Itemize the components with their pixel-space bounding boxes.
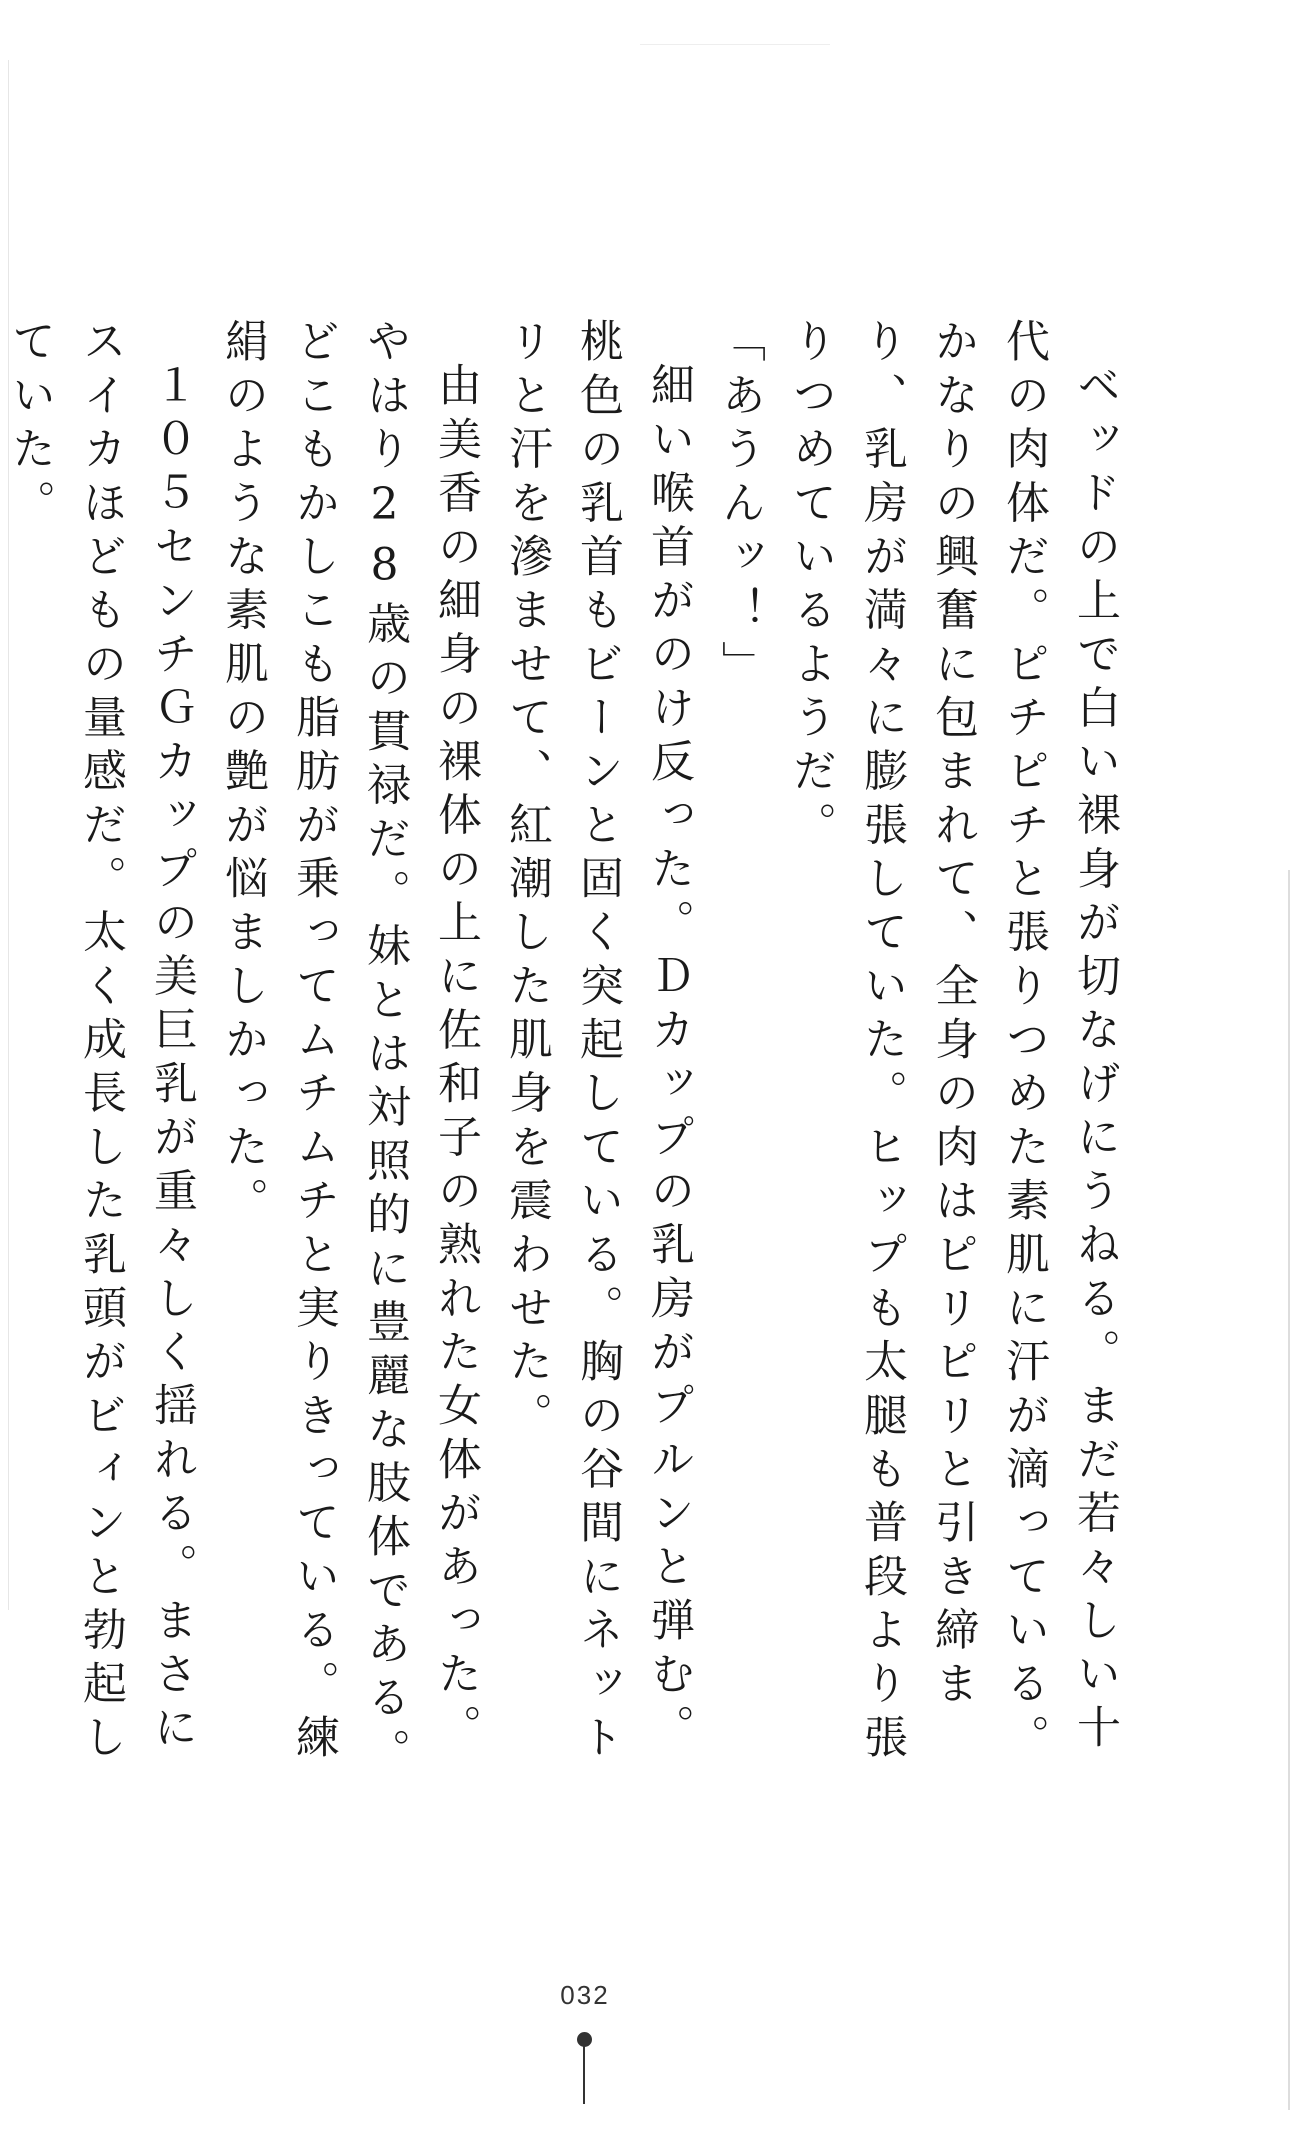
page-marker-icon [577,2032,592,2047]
paragraph-5: １０５センチＧカップの美巨乳が重々しく揺れる。まさにスイカほどもの量感だ。太く成長した乳頭がビィンと勃起していた。 [4,318,197,1768]
paragraph-1: ベッドの上で白い裸身が切なげにうねる。まだ若々しい十代の肉体だ。ピチピチと張りつめた素肌に汗が滴っている。かなりの興奮に包まれて、全身の肉はピリピリと引き締まり、乳房が満々に膨張していた。ヒップも太腿も普段より張りつめているようだ。 [785,318,1120,1768]
scan-edge-top [640,44,830,45]
page-number: 032 [560,1980,610,2010]
paragraph-4: 由美香の細身の裸体の上に佐和子の熟れた女体があった。やはり28歳の貫禄だ。妹とは対照的に豊麗な肢体である。どこもかしこも脂肪が乗ってムチムチと実りきっている。練絹のような素肌の艶が悩ましかった。 [217,318,481,1782]
paragraph-3: 細い喉首がのけ反った。Ｄカップの乳房がプルンと弾む。桃色の乳首もビーンと固く突起している。胸の谷間にネットリと汗を滲ませて、紅潮した肌身を震わせた。 [501,318,694,1768]
paragraph-2-dialogue: 「あうんッ！」 [714,318,765,694]
scan-edge-right [1288,870,1290,2110]
vertical-text-body [4,318,1130,1788]
page-marker-line [583,2046,585,2104]
